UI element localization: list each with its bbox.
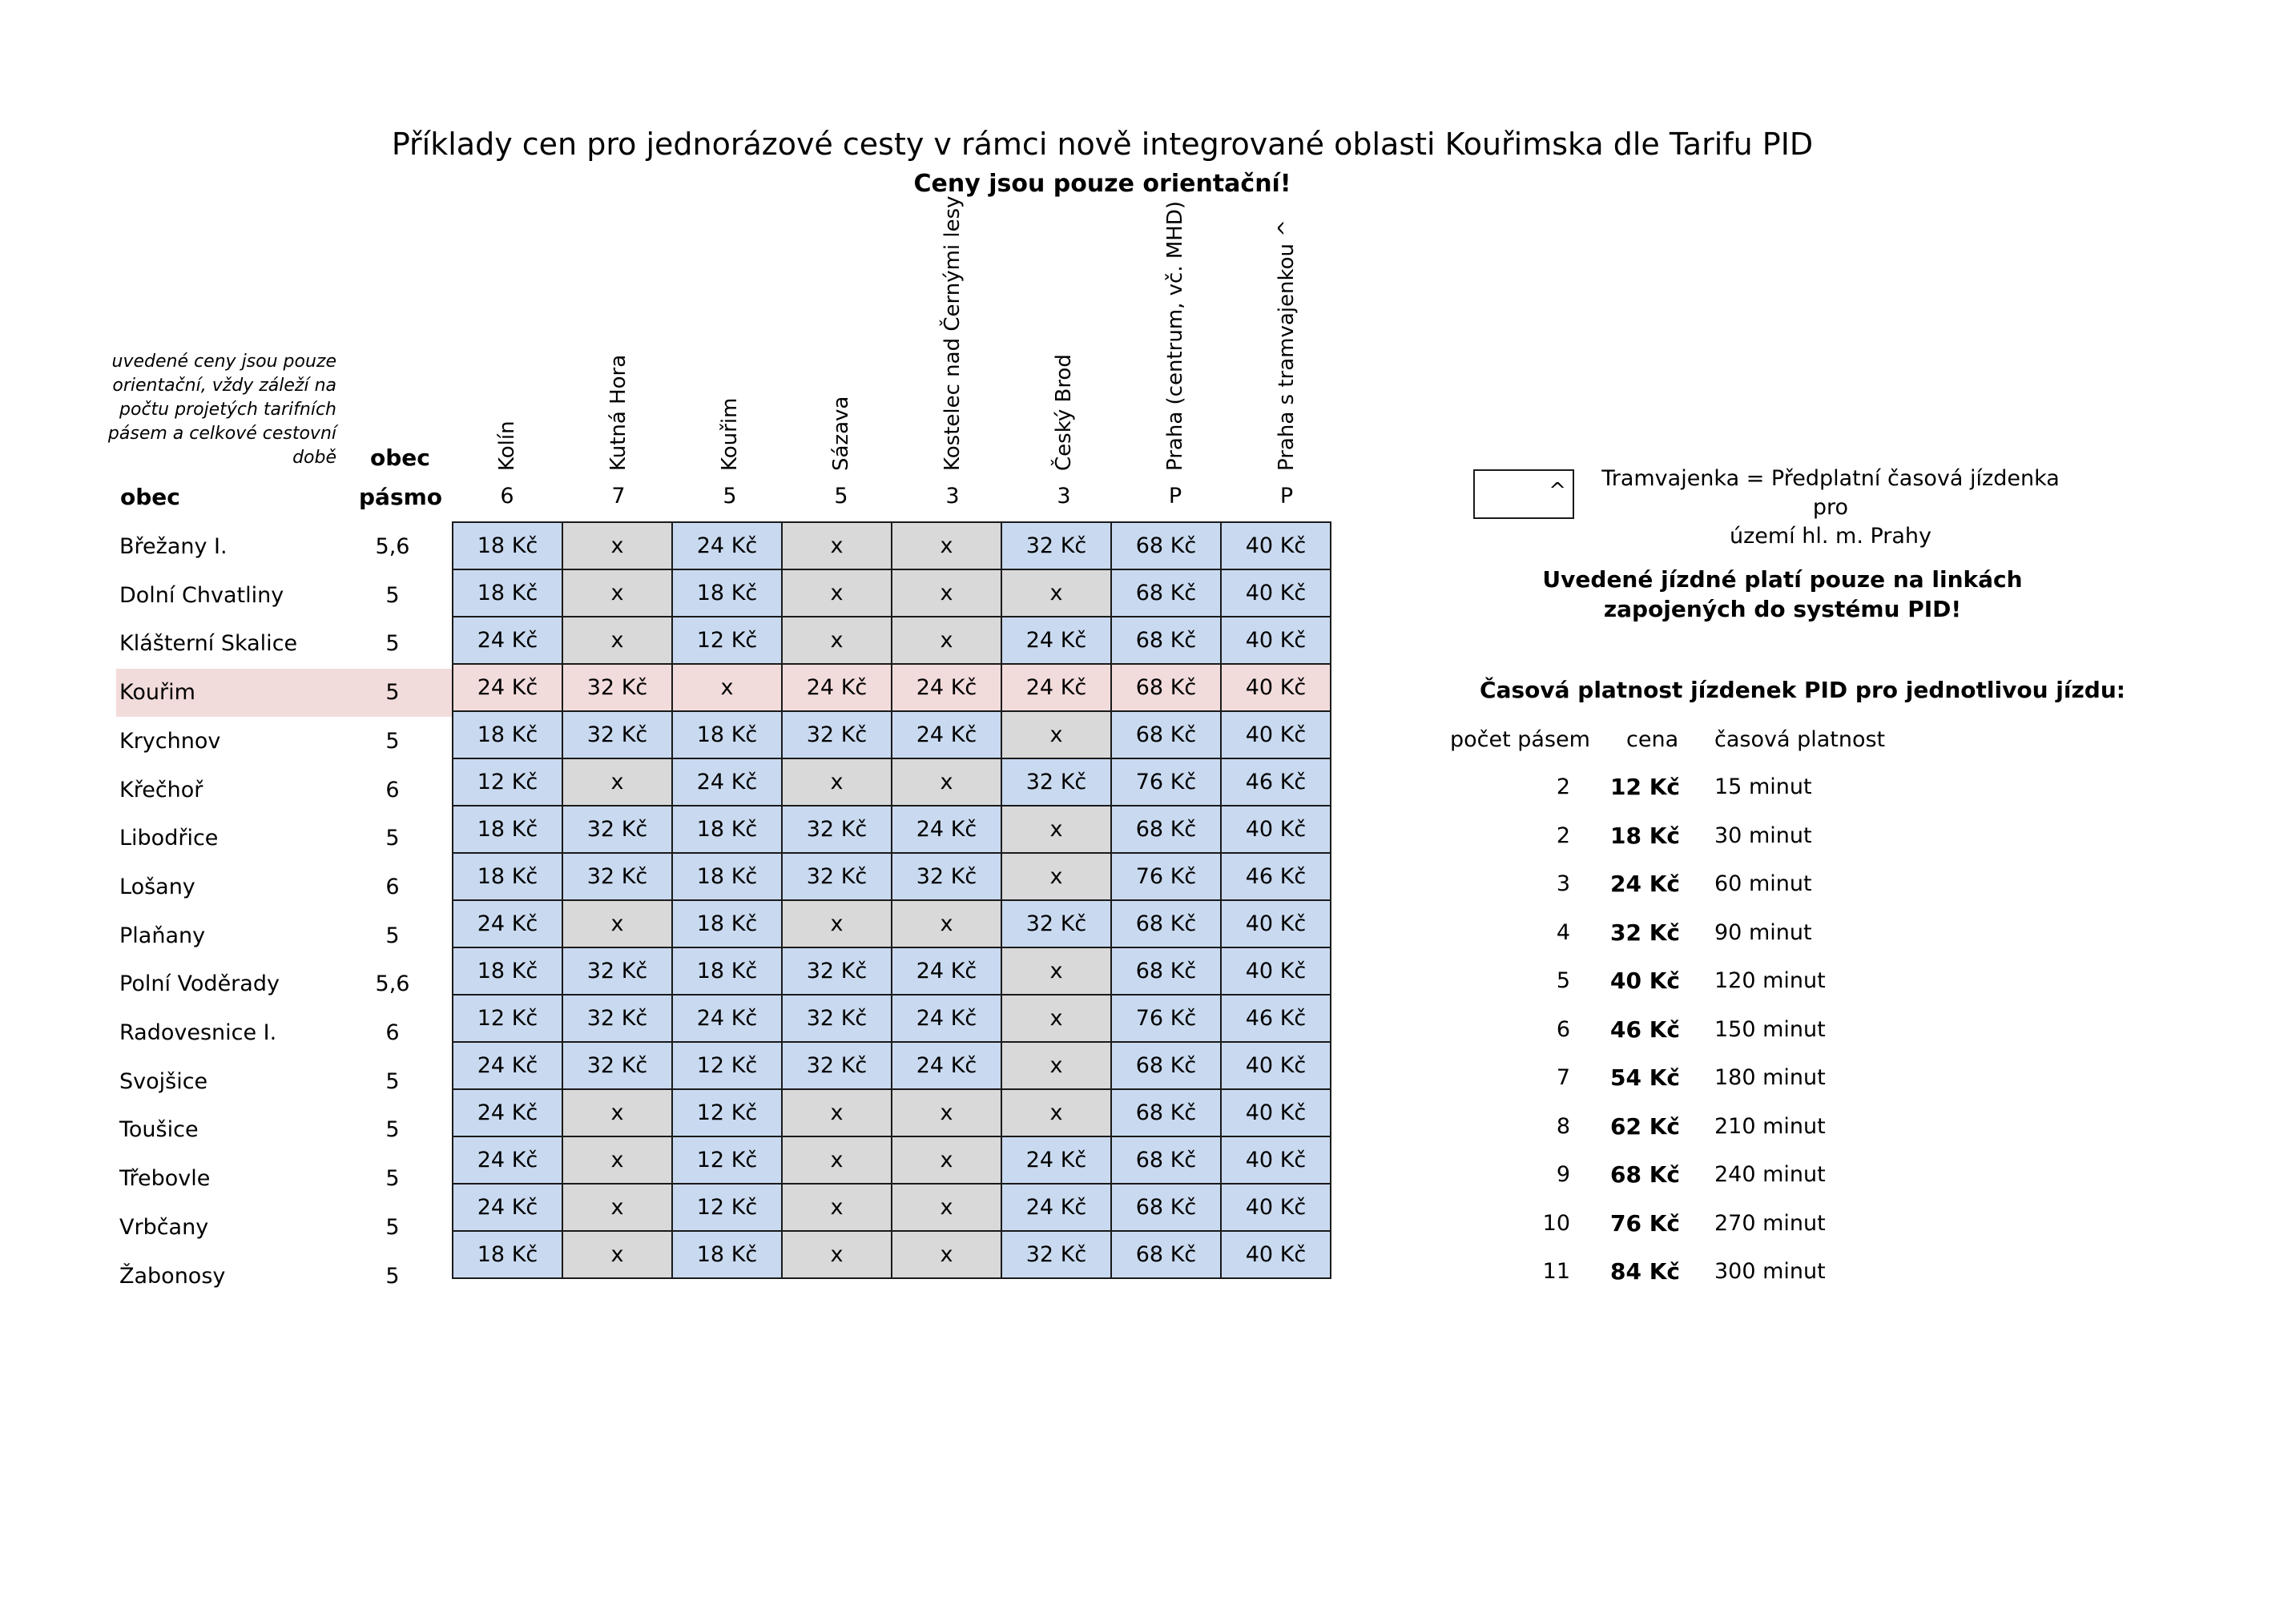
price-cell: x	[562, 1089, 672, 1136]
price-cell: x	[782, 1089, 892, 1136]
validity-time: 180 minut	[1714, 1065, 1826, 1090]
price-cell: 76 Kč	[1111, 995, 1221, 1042]
validity-price: 24 Kč	[1610, 871, 1681, 897]
price-cell: 32 Kč	[1001, 522, 1111, 569]
price-cell: x	[892, 1136, 1001, 1184]
municipality-name: Křečhoř	[119, 777, 203, 802]
validity-header-price: cena	[1626, 727, 1679, 752]
validity-price: 40 Kč	[1610, 967, 1681, 994]
tram-explanation	[1590, 465, 2071, 551]
validity-zones: 8	[1556, 1113, 1570, 1139]
validity-time: 150 minut	[1714, 1016, 1826, 1042]
price-cell: x	[892, 569, 1001, 617]
validity-time: 300 minut	[1714, 1259, 1826, 1284]
municipality-row	[116, 523, 453, 571]
destination-name: Český Brod	[1051, 354, 1076, 471]
price-cell: x	[1001, 711, 1111, 758]
price-cell: 24 Kč	[892, 1042, 1001, 1089]
municipality-name: Lošany	[119, 874, 195, 899]
validity-row	[0, 1200, 2296, 1248]
price-cell: 76 Kč	[1111, 758, 1221, 806]
municipality-zone: 6	[385, 874, 400, 899]
validity-row	[0, 957, 2296, 1005]
validity-title: Časová platnost jízdenek PID pro jednotlivou jízdu:	[1480, 677, 2125, 703]
price-cell: 68 Kč	[1111, 711, 1221, 758]
price-cell: 18 Kč	[672, 1231, 782, 1278]
validity-row	[0, 1248, 2296, 1296]
destination-name: Kutná Hora	[606, 354, 630, 471]
destination-zone: 5	[723, 484, 737, 509]
destination-zone: 3	[945, 484, 960, 509]
price-cell: 40 Kč	[1221, 1042, 1331, 1089]
price-cell: x	[782, 900, 892, 947]
price-cell: 32 Kč	[892, 853, 1001, 900]
price-cell: 24 Kč	[892, 664, 1001, 711]
price-cell: 32 Kč	[1001, 1231, 1111, 1278]
price-cell: x	[562, 1136, 672, 1184]
price-cell: x	[1001, 806, 1111, 853]
price-cell: 18 Kč	[672, 806, 782, 853]
validity-warning-line2: zapojených do systému PID!	[1603, 596, 1962, 622]
price-cell: x	[562, 1231, 672, 1278]
price-cell: 18 Kč	[453, 1231, 562, 1278]
page-title: Příklady cen pro jednorázové cesty v rámci nově integrované oblasti Kouřimska dle Tarifu PID	[391, 127, 1814, 162]
price-cell: 24 Kč	[453, 900, 562, 947]
validity-header-time: časová platnost	[1714, 727, 1886, 752]
price-cell: x	[1001, 947, 1111, 995]
validity-row	[0, 860, 2296, 908]
header-obec: obec	[120, 484, 180, 510]
validity-row	[0, 763, 2296, 811]
municipality-name: Plaňany	[119, 923, 206, 948]
price-cell: 12 Kč	[672, 617, 782, 664]
price-cell: 32 Kč	[1001, 758, 1111, 806]
destination-zone: P	[1279, 484, 1294, 509]
destination-name: Sázava	[828, 396, 853, 471]
validity-zones: 7	[1556, 1065, 1570, 1090]
validity-time: 15 minut	[1714, 774, 1812, 799]
validity-price: 12 Kč	[1610, 774, 1681, 800]
validity-time: 240 minut	[1714, 1162, 1826, 1187]
price-cell: 18 Kč	[453, 522, 562, 569]
municipality-name: Libodřice	[119, 826, 219, 851]
municipality-zone: 5	[385, 1263, 400, 1289]
price-cell: 40 Kč	[1221, 522, 1331, 569]
price-cell: x	[892, 758, 1001, 806]
price-cell: 24 Kč	[892, 806, 1001, 853]
validity-warning-line1: Uvedené jízdné platí pouze na linkách	[1542, 566, 2023, 593]
price-cell: 24 Kč	[453, 1136, 562, 1184]
table-row	[453, 711, 1331, 758]
price-cell: 32 Kč	[1001, 900, 1111, 947]
price-cell: 40 Kč	[1221, 1089, 1331, 1136]
price-cell: 24 Kč	[892, 711, 1001, 758]
price-cell: 18 Kč	[672, 900, 782, 947]
price-cell: x	[892, 617, 1001, 664]
price-cell: 12 Kč	[672, 1042, 782, 1089]
price-cell: 24 Kč	[1001, 1136, 1111, 1184]
destination-name: Kolín	[494, 420, 519, 471]
price-cell: 24 Kč	[453, 617, 562, 664]
validity-time: 270 minut	[1714, 1210, 1826, 1236]
municipality-name: Svojšice	[119, 1068, 208, 1094]
price-cell: 12 Kč	[672, 1136, 782, 1184]
price-cell: x	[1001, 1042, 1111, 1089]
page-subtitle: Ceny jsou pouze orientační!	[913, 170, 1291, 198]
price-cell: 76 Kč	[1111, 853, 1221, 900]
price-cell: 12 Kč	[453, 758, 562, 806]
price-cell: 18 Kč	[453, 947, 562, 995]
price-cell: x	[782, 1184, 892, 1231]
price-cell: 32 Kč	[782, 711, 892, 758]
tram-text-line2: území hl. m. Prahy	[1729, 524, 1932, 549]
price-cell: 32 Kč	[782, 806, 892, 853]
destination-zone: P	[1168, 484, 1182, 509]
price-cell: 12 Kč	[672, 1089, 782, 1136]
validity-row	[0, 1006, 2296, 1054]
price-cell: 24 Kč	[453, 1089, 562, 1136]
price-cell: x	[562, 1184, 672, 1231]
price-cell: 18 Kč	[672, 947, 782, 995]
price-cell: 68 Kč	[1111, 1231, 1221, 1278]
validity-zones: 11	[1542, 1259, 1570, 1284]
price-cell: 46 Kč	[1221, 758, 1331, 806]
price-cell: x	[782, 617, 892, 664]
price-cell: 68 Kč	[1111, 1184, 1221, 1231]
price-cell: 24 Kč	[1001, 1184, 1111, 1231]
price-cell: x	[562, 900, 672, 947]
price-cell: 32 Kč	[562, 664, 672, 711]
validity-zones: 10	[1542, 1210, 1570, 1236]
price-cell: 24 Kč	[453, 664, 562, 711]
price-cell: 40 Kč	[1221, 1231, 1331, 1278]
municipality-row	[116, 718, 453, 766]
municipality-zone: 5	[385, 680, 400, 706]
price-cell: 24 Kč	[672, 758, 782, 806]
municipality-name: Klášterní Skalice	[119, 631, 298, 657]
destination-zone: 6	[500, 484, 514, 509]
validity-price: 62 Kč	[1610, 1112, 1681, 1140]
municipality-name: Toušice	[119, 1117, 199, 1143]
price-cell: 24 Kč	[1001, 617, 1111, 664]
price-cell: 40 Kč	[1221, 617, 1331, 664]
tram-text-line1: Tramvajenka = Předplatní časová jízdenka pro	[1601, 466, 2060, 520]
validity-zones: 3	[1556, 871, 1570, 896]
price-cell: x	[1001, 569, 1111, 617]
price-cell: 68 Kč	[1111, 900, 1221, 947]
price-cell: 68 Kč	[1111, 569, 1221, 617]
price-cell: x	[892, 1231, 1001, 1278]
validity-row	[0, 1151, 2296, 1199]
price-cell: 12 Kč	[672, 1184, 782, 1231]
price-cell: 32 Kč	[782, 1042, 892, 1089]
price-cell: 18 Kč	[453, 711, 562, 758]
destination-zone: 7	[611, 484, 626, 509]
validity-time: 210 minut	[1714, 1113, 1826, 1139]
price-cell: x	[782, 569, 892, 617]
municipality-name: Břežany I.	[119, 534, 228, 559]
table-row	[453, 664, 1331, 711]
price-cell: 40 Kč	[1221, 947, 1331, 995]
price-cell: 24 Kč	[453, 1184, 562, 1231]
municipality-row	[116, 620, 453, 668]
price-cell: 18 Kč	[672, 569, 782, 617]
tram-symbol-box	[1473, 469, 1574, 519]
validity-time: 60 minut	[1714, 871, 1812, 896]
header-obec-top: obec	[370, 444, 430, 471]
destination-name: Kouřim	[717, 397, 742, 471]
price-cell: 40 Kč	[1221, 1136, 1331, 1184]
price-cell: x	[1001, 1089, 1111, 1136]
price-cell: 18 Kč	[453, 806, 562, 853]
validity-time: 90 minut	[1714, 919, 1812, 945]
price-cell: x	[782, 758, 892, 806]
price-cell: 40 Kč	[1221, 900, 1331, 947]
price-cell: 32 Kč	[562, 995, 672, 1042]
price-cell: 18 Kč	[672, 711, 782, 758]
validity-price: 84 Kč	[1610, 1258, 1681, 1285]
price-cell: 24 Kč	[672, 995, 782, 1042]
price-cell: x	[562, 569, 672, 617]
municipality-zone: 5	[385, 826, 400, 851]
tram-symbol: ^	[1549, 479, 1566, 503]
municipality-name: Dolní Chvatliny	[119, 582, 284, 608]
municipality-zone: 5	[385, 1068, 400, 1094]
price-cell: x	[1001, 853, 1111, 900]
validity-zones: 5	[1556, 968, 1570, 993]
validity-zones: 2	[1556, 774, 1570, 799]
price-cell: 32 Kč	[562, 1042, 672, 1089]
validity-zones: 9	[1556, 1162, 1570, 1187]
validity-time: 30 minut	[1714, 823, 1812, 848]
price-cell: 68 Kč	[1111, 947, 1221, 995]
price-note: uvedené ceny jsou pouze orientační, vždy záleží na počtu projetých tarifních pásem a celkové cestovní době	[107, 352, 336, 468]
price-cell: x	[562, 522, 672, 569]
municipality-name: Kouřim	[119, 680, 195, 706]
header-pasmo: pásmo	[359, 484, 443, 510]
destination-name: Praha s tramvajenkou ^	[1274, 219, 1299, 471]
price-cell: 40 Kč	[1221, 711, 1331, 758]
table-row	[453, 617, 1331, 664]
price-cell: 32 Kč	[782, 947, 892, 995]
municipality-zone: 5,6	[375, 534, 410, 559]
price-cell: x	[562, 758, 672, 806]
price-cell: 68 Kč	[1111, 522, 1221, 569]
municipality-name: Vrbčany	[119, 1214, 209, 1240]
price-cell: 68 Kč	[1111, 806, 1221, 853]
municipality-name: Žabonosy	[119, 1263, 226, 1289]
price-cell: 40 Kč	[1221, 569, 1331, 617]
municipality-row	[116, 572, 453, 620]
municipality-zone: 5	[385, 1117, 400, 1143]
price-cell: 12 Kč	[453, 995, 562, 1042]
price-cell: 24 Kč	[1001, 664, 1111, 711]
municipality-zone: 5	[385, 728, 400, 754]
validity-price: 46 Kč	[1610, 1016, 1681, 1043]
destination-zone: 3	[1057, 484, 1071, 509]
validity-row	[0, 1054, 2296, 1102]
price-cell: x	[1001, 995, 1111, 1042]
validity-row	[0, 1103, 2296, 1151]
destination-name: Kostelec nad Černými lesy	[940, 195, 965, 471]
municipality-zone: 6	[385, 777, 400, 802]
price-cell: 68 Kč	[1111, 1042, 1221, 1089]
price-cell: 24 Kč	[782, 664, 892, 711]
validity-price: 54 Kč	[1610, 1064, 1681, 1091]
price-cell: 24 Kč	[892, 995, 1001, 1042]
validity-zones: 6	[1556, 1016, 1570, 1042]
destination-name: Praha (centrum, vč. MHD)	[1162, 200, 1187, 471]
price-cell: x	[782, 1136, 892, 1184]
municipality-zone: 6	[385, 1020, 400, 1045]
validity-zones: 4	[1556, 919, 1570, 945]
validity-price: 18 Kč	[1610, 822, 1681, 849]
price-cell: x	[782, 1231, 892, 1278]
municipality-name: Krychnov	[119, 728, 221, 754]
price-cell: 40 Kč	[1221, 1184, 1331, 1231]
price-cell: 68 Kč	[1111, 617, 1221, 664]
price-cell: x	[892, 1184, 1001, 1231]
validity-row	[0, 909, 2296, 957]
price-cell: 18 Kč	[453, 853, 562, 900]
municipality-zone: 5	[385, 1166, 400, 1192]
municipality-zone: 5,6	[375, 971, 410, 997]
validity-zones: 2	[1556, 823, 1570, 848]
validity-warning	[1506, 565, 2059, 624]
price-cell: 32 Kč	[562, 853, 672, 900]
price-cell: x	[672, 664, 782, 711]
price-cell: 68 Kč	[1111, 1089, 1221, 1136]
price-cell: 18 Kč	[453, 569, 562, 617]
price-cell: 46 Kč	[1221, 995, 1331, 1042]
price-cell: 32 Kč	[782, 853, 892, 900]
price-cell: 24 Kč	[453, 1042, 562, 1089]
municipality-name: Radovesnice I.	[119, 1020, 277, 1045]
municipality-name: Třebovle	[119, 1166, 211, 1192]
validity-price: 76 Kč	[1610, 1209, 1681, 1237]
price-cell: 32 Kč	[562, 947, 672, 995]
municipality-zone: 5	[385, 582, 400, 608]
price-cell: 40 Kč	[1221, 806, 1331, 853]
price-cell: x	[892, 1089, 1001, 1136]
municipality-row	[116, 669, 453, 717]
destination-zone: 5	[834, 484, 848, 509]
price-cell: 24 Kč	[672, 522, 782, 569]
price-cell: 68 Kč	[1111, 1136, 1221, 1184]
municipality-name: Polní Voděrady	[119, 971, 280, 997]
validity-price: 32 Kč	[1610, 919, 1681, 946]
price-cell: 32 Kč	[562, 806, 672, 853]
price-cell: x	[892, 900, 1001, 947]
price-cell: x	[782, 522, 892, 569]
municipality-zone: 5	[385, 1214, 400, 1240]
price-cell: 24 Kč	[892, 947, 1001, 995]
price-cell: 32 Kč	[782, 995, 892, 1042]
price-cell: 32 Kč	[562, 711, 672, 758]
price-cell: 40 Kč	[1221, 664, 1331, 711]
price-cell: x	[562, 617, 672, 664]
table-row	[453, 569, 1331, 617]
table-row	[453, 522, 1331, 569]
validity-price: 68 Kč	[1610, 1161, 1681, 1188]
price-cell: 18 Kč	[672, 853, 782, 900]
price-cell: 68 Kč	[1111, 664, 1221, 711]
validity-header-zones: počet pásem	[1450, 727, 1590, 752]
price-cell: x	[892, 522, 1001, 569]
price-cell: 46 Kč	[1221, 853, 1331, 900]
municipality-zone: 5	[385, 631, 400, 657]
validity-row	[0, 812, 2296, 860]
municipality-zone: 5	[385, 923, 400, 948]
validity-time: 120 minut	[1714, 968, 1826, 993]
